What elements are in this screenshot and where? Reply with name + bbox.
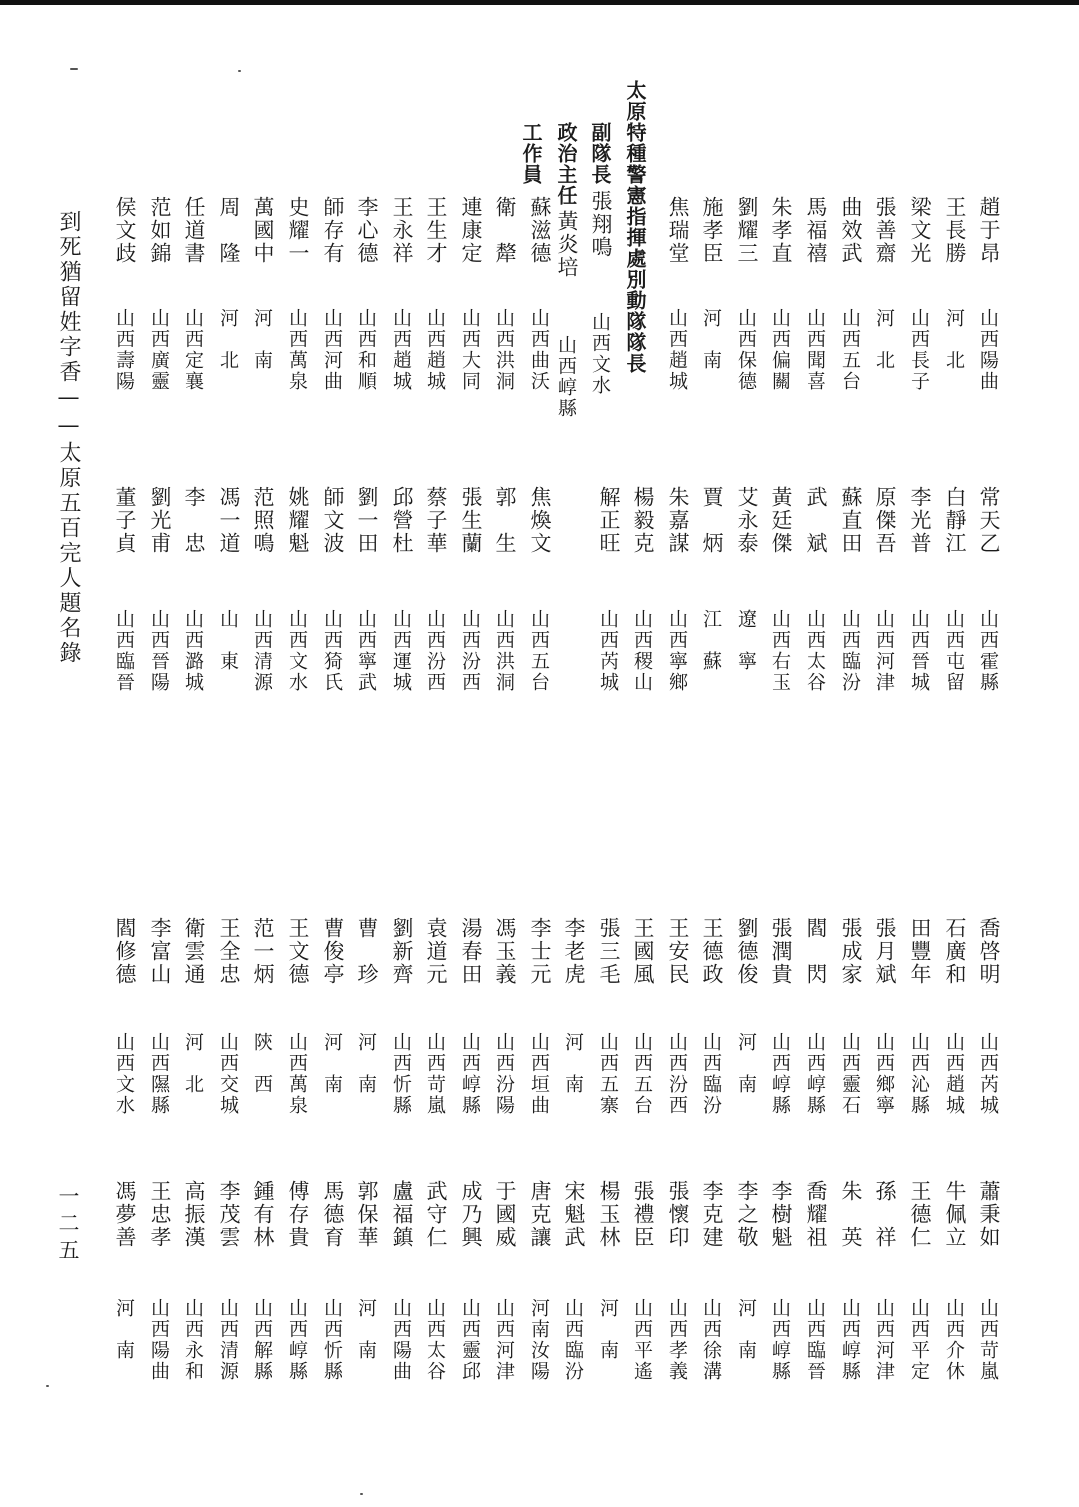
native-place: 山西晉城: [908, 609, 930, 693]
person-name: 邱營杜: [390, 486, 414, 555]
native-place: 山西忻縣: [321, 1298, 343, 1382]
person-name: 連康定: [459, 196, 483, 265]
native-place: 山西崞縣: [286, 1298, 308, 1382]
person-name: 李茂雲: [217, 1180, 241, 1249]
person-name: 李之敬: [735, 1180, 759, 1249]
person-name: 楊玉林: [597, 1180, 621, 1249]
person-name: 焦瑞堂: [666, 196, 690, 265]
person-name: 張潤貴: [769, 917, 793, 986]
person-name: 侯文歧: [113, 196, 137, 265]
person-name: 高振漢: [182, 1180, 206, 1249]
political-heading: 政治主任: [554, 122, 578, 206]
native-place: 山西晉陽: [148, 609, 170, 693]
native-place: 山西汾西: [459, 609, 481, 693]
native-place: 山西靈邱: [459, 1298, 481, 1382]
political-place: 山西崞縣: [555, 335, 577, 419]
person-name: 曲效武: [839, 196, 863, 265]
person-name: 常天乙: [977, 486, 1001, 555]
native-place: 山西猗氏: [321, 609, 343, 693]
person-name: 王長勝: [943, 196, 967, 265]
person-name: 閻修德: [113, 917, 137, 986]
native-place: 河 北: [217, 308, 239, 371]
native-place: 河 南: [562, 1032, 584, 1095]
native-place: 山西臨汾: [700, 1032, 722, 1116]
person-name: 焦煥文: [528, 486, 552, 555]
native-place: 山西芮城: [977, 1032, 999, 1116]
person-name: 閻 閃: [804, 917, 828, 986]
native-place: 河 北: [182, 1032, 204, 1095]
native-place: 山西大同: [459, 308, 481, 392]
person-name: 馮玉義: [493, 917, 517, 986]
person-name: 李克建: [700, 1180, 724, 1249]
native-place: 山西臨晉: [804, 1298, 826, 1382]
native-place: 山西陽曲: [390, 1298, 412, 1382]
native-place: 山西萬泉: [286, 308, 308, 392]
person-name: 李士元: [528, 917, 552, 986]
person-name: 張懷印: [666, 1180, 690, 1249]
native-place: 山西聞喜: [804, 308, 826, 392]
native-place: 山西清源: [251, 609, 273, 693]
native-place: 江 蘇: [700, 609, 722, 672]
deputy-place: 山西文水: [589, 312, 611, 396]
person-name: 王文德: [286, 917, 310, 986]
native-place: 山西介休: [943, 1298, 965, 1382]
person-name: 師文波: [321, 486, 345, 555]
person-name: 郭 生: [493, 486, 517, 555]
native-place: 山西河津: [873, 609, 895, 693]
person-name: 馬福禧: [804, 196, 828, 265]
native-place: 山西臨晉: [113, 609, 135, 693]
native-place: 河南汝陽: [528, 1298, 550, 1382]
person-name: 董子貞: [113, 486, 137, 555]
person-name: 任道書: [182, 196, 206, 265]
person-name: 李 忠: [182, 486, 206, 555]
person-name: 趙于昂: [977, 196, 1001, 265]
person-name: 周 隆: [217, 196, 241, 265]
person-name: 蘇直田: [839, 486, 863, 555]
person-name: 盧福鎮: [390, 1180, 414, 1249]
native-place: 山西崞縣: [459, 1032, 481, 1116]
person-name: 袁道元: [424, 917, 448, 986]
person-name: 李樹魁: [769, 1180, 793, 1249]
native-place: 山西運城: [390, 609, 412, 693]
person-name: 張三毛: [597, 917, 621, 986]
native-place: 河 南: [735, 1032, 757, 1095]
person-name: 宋魁武: [562, 1180, 586, 1249]
native-place: 河 南: [355, 1298, 377, 1361]
native-place: 山西廣靈: [148, 308, 170, 392]
native-place: 山西臨汾: [839, 609, 861, 693]
person-name: 艾永泰: [735, 486, 759, 555]
person-name: 武 斌: [804, 486, 828, 555]
native-place: 山西五台: [631, 1032, 653, 1116]
person-name: 王永祥: [390, 196, 414, 265]
native-place: 山西五寨: [597, 1032, 619, 1116]
person-name: 李光普: [908, 486, 932, 555]
person-name: 張禮臣: [631, 1180, 655, 1249]
person-name: 解正旺: [597, 486, 621, 555]
person-name: 馮一道: [217, 486, 241, 555]
person-name: 蕭秉如: [977, 1180, 1001, 1249]
native-place: 河 南: [321, 1032, 343, 1095]
native-place: 山西汾陽: [493, 1032, 515, 1116]
deputy-heading: 副隊長: [588, 122, 612, 185]
worker-heading: 工作員: [519, 122, 543, 185]
native-place: 山西趙城: [943, 1032, 965, 1116]
person-name: 喬啓明: [977, 917, 1001, 986]
person-name: 孫 祥: [873, 1180, 897, 1249]
person-name: 石廣和: [943, 917, 967, 986]
person-name: 郭保華: [355, 1180, 379, 1249]
person-name: 王忠孝: [148, 1180, 172, 1249]
person-name: 原傑吾: [873, 486, 897, 555]
person-name: 朱嘉謀: [666, 486, 690, 555]
native-place: 山西汾西: [666, 1032, 688, 1116]
person-name: 傅存貴: [286, 1180, 310, 1249]
person-name: 鍾有林: [251, 1180, 275, 1249]
native-place: 山西清源: [217, 1298, 239, 1382]
native-place: 山西交城: [217, 1032, 239, 1116]
person-name: 萬國中: [251, 196, 275, 265]
native-place: 山西文水: [286, 609, 308, 693]
person-name: 唐克讓: [528, 1180, 552, 1249]
person-name: 馮夢善: [113, 1180, 137, 1249]
native-place: 山西崞縣: [804, 1032, 826, 1116]
native-place: 山西平遙: [631, 1298, 653, 1382]
person-name: 張成家: [839, 917, 863, 986]
native-place: 山西永和: [182, 1298, 204, 1382]
native-place: 河 南: [735, 1298, 757, 1361]
native-place: 山西五台: [839, 308, 861, 392]
person-name: 范如錦: [148, 196, 172, 265]
person-name: 馬德育: [321, 1180, 345, 1249]
native-place: 山西偏關: [769, 308, 791, 392]
scan-speck: [46, 1385, 49, 1387]
person-name: 范一炳: [251, 917, 275, 986]
person-name: 王德仁: [908, 1180, 932, 1249]
person-name: 蔡子華: [424, 486, 448, 555]
person-name: 喬耀祖: [804, 1180, 828, 1249]
person-name: 衛雲通: [182, 917, 206, 986]
top-border-rule: [0, 0, 1079, 5]
person-name: 劉德俊: [735, 917, 759, 986]
page-number: 一二五: [56, 1185, 80, 1266]
person-name: 李老虎: [562, 917, 586, 986]
native-place: 河 南: [113, 1298, 135, 1361]
person-name: 劉光甫: [148, 486, 172, 555]
native-place: 山西右玉: [769, 609, 791, 693]
person-name: 賈 炳: [700, 486, 724, 555]
native-place: 山西靈石: [839, 1032, 861, 1116]
person-name: 梁文光: [908, 196, 932, 265]
native-place: 山西解縣: [251, 1298, 273, 1382]
native-place: 山西孝義: [666, 1298, 688, 1382]
native-place: 河 南: [355, 1032, 377, 1095]
native-place: 山西霍縣: [977, 609, 999, 693]
native-place: 河 北: [943, 308, 965, 371]
native-place: 山西太谷: [804, 609, 826, 693]
native-place: 山西平定: [908, 1298, 930, 1382]
native-place: 山西鄉寧: [873, 1032, 895, 1116]
native-place: 山 東: [217, 609, 239, 672]
native-place: 山西苛嵐: [424, 1032, 446, 1116]
native-place: 山西寧鄉: [666, 609, 688, 693]
person-name: 劉耀三: [735, 196, 759, 265]
person-name: 朱 英: [839, 1180, 863, 1249]
native-place: 山西長子: [908, 308, 930, 392]
person-name: 王生才: [424, 196, 448, 265]
native-place: 山西潞城: [182, 609, 204, 693]
native-place: 山西定襄: [182, 308, 204, 392]
person-name: 黃廷傑: [769, 486, 793, 555]
native-place: 山西和順: [355, 308, 377, 392]
native-place: 山西文水: [113, 1032, 135, 1116]
native-place: 山西臨汾: [562, 1298, 584, 1382]
person-name: 武守仁: [424, 1180, 448, 1249]
person-name: 施孝臣: [700, 196, 724, 265]
native-place: 山西徐溝: [700, 1298, 722, 1382]
person-name: 劉一田: [355, 486, 379, 555]
native-place: 遼 寧: [735, 609, 757, 672]
native-place: 山西保德: [735, 308, 757, 392]
person-name: 朱孝直: [769, 196, 793, 265]
person-name: 王德政: [700, 917, 724, 986]
native-place: 河 南: [251, 308, 273, 371]
native-place: 山西趙城: [666, 308, 688, 392]
person-name: 牛佩立: [943, 1180, 967, 1249]
native-place: 山西趙城: [390, 308, 412, 392]
person-name: 張生蘭: [459, 486, 483, 555]
native-place: 山西垣曲: [528, 1032, 550, 1116]
native-place: 山西河津: [873, 1298, 895, 1382]
person-name: 成乃興: [459, 1180, 483, 1249]
person-name: 衛 犛: [493, 196, 517, 265]
person-name: 湯春田: [459, 917, 483, 986]
book-title-spine: 到死猶留姓字香——太原五百完人題名錄: [56, 210, 81, 666]
scan-speck: [360, 1493, 363, 1495]
native-place: 河 北: [873, 308, 895, 371]
native-place: 山西崞縣: [769, 1298, 791, 1382]
person-name: 田豐年: [908, 917, 932, 986]
unit-heading: 太原特種警憲指揮處別動隊隊長: [623, 80, 647, 374]
scan-speck: [238, 70, 241, 72]
native-place: 山西沁縣: [908, 1032, 930, 1116]
person-name: 姚耀魁: [286, 486, 310, 555]
person-name: 于國威: [493, 1180, 517, 1249]
person-name: 師存有: [321, 196, 345, 265]
native-place: 陝 西: [251, 1032, 273, 1095]
native-place: 山西陽曲: [148, 1298, 170, 1382]
native-place: 山西曲沃: [528, 308, 550, 392]
native-place: 河 南: [700, 308, 722, 371]
native-place: 山西崞縣: [839, 1298, 861, 1382]
native-place: 山西河曲: [321, 308, 343, 392]
native-place: 山西稷山: [631, 609, 653, 693]
native-place: 山西苛嵐: [977, 1298, 999, 1382]
person-name: 王安民: [666, 917, 690, 986]
scan-speck: [70, 68, 78, 70]
political-name: 黃炎培: [555, 210, 579, 279]
native-place: 山西芮城: [597, 609, 619, 693]
native-place: 山西忻縣: [390, 1032, 412, 1116]
native-place: 山西崞縣: [769, 1032, 791, 1116]
native-place: 山西隰縣: [148, 1032, 170, 1116]
person-name: 范照鳴: [251, 486, 275, 555]
native-place: 山西河津: [493, 1298, 515, 1382]
person-name: 王全忠: [217, 917, 241, 986]
person-name: 張善齋: [873, 196, 897, 265]
person-name: 張月斌: [873, 917, 897, 986]
native-place: 山西洪洞: [493, 609, 515, 693]
native-place: 山西寧武: [355, 609, 377, 693]
native-place: 山西屯留: [943, 609, 965, 693]
person-name: 蘇滋德: [528, 196, 552, 265]
person-name: 白靜江: [943, 486, 967, 555]
native-place: 山西陽曲: [977, 308, 999, 392]
person-name: 曹 珍: [355, 917, 379, 986]
person-name: 劉新齊: [390, 917, 414, 986]
native-place: 山西壽陽: [113, 308, 135, 392]
native-place: 河 南: [597, 1298, 619, 1361]
deputy-name: 張翔鳴: [589, 190, 613, 259]
person-name: 楊毅克: [631, 486, 655, 555]
person-name: 王國風: [631, 917, 655, 986]
native-place: 山西太谷: [424, 1298, 446, 1382]
person-name: 李心德: [355, 196, 379, 265]
native-place: 山西萬泉: [286, 1032, 308, 1116]
person-name: 李富山: [148, 917, 172, 986]
native-place: 山西趙城: [424, 308, 446, 392]
person-name: 曹俊亭: [321, 917, 345, 986]
person-name: 史耀一: [286, 196, 310, 265]
native-place: 山西五台: [528, 609, 550, 693]
native-place: 山西洪洞: [493, 308, 515, 392]
native-place: 山西汾西: [424, 609, 446, 693]
